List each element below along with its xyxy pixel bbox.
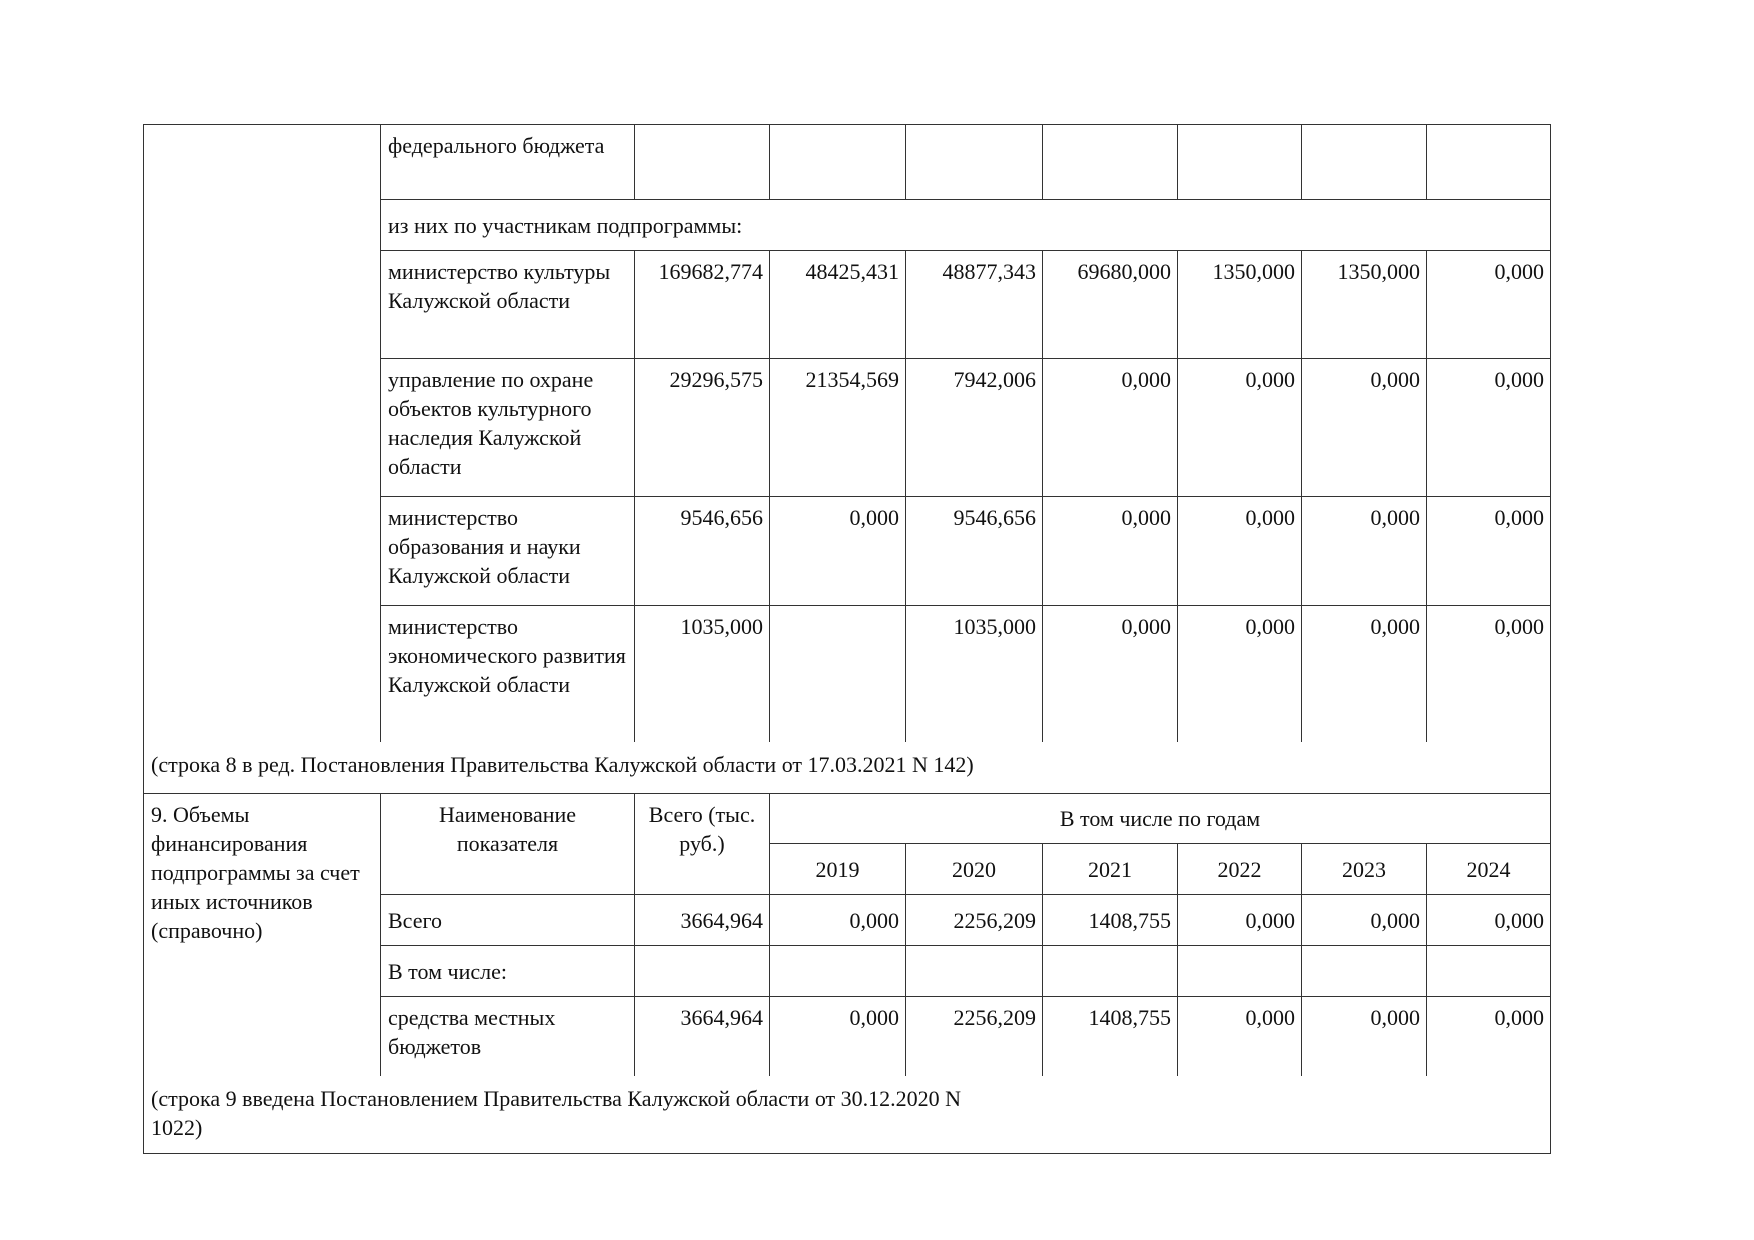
value-cell: 0,000 — [770, 895, 906, 946]
value-cell — [1302, 125, 1427, 200]
value-cell: 0,000 — [1427, 497, 1551, 606]
value-cell — [1302, 946, 1427, 997]
value-cell: 0,000 — [1427, 606, 1551, 742]
value-cell — [906, 946, 1043, 997]
year-header: 2024 — [1427, 844, 1551, 895]
note-text: (строка 9 введена Постановлением Правительства Калужской области от 30.12.2020 N 1022) — [151, 1085, 962, 1140]
section9-title: 9. Объемы финансирования подпрограммы за счет иных источников (справочно) — [144, 794, 381, 1076]
row-label: министерство культуры Калужской области — [381, 251, 635, 359]
value-cell: 69680,000 — [1043, 251, 1178, 359]
row-label: управление по охране объектов культурного наследия Калужской области — [381, 359, 635, 497]
value-cell: 2256,209 — [906, 997, 1043, 1076]
value-cell — [1043, 946, 1178, 997]
value-cell: 0,000 — [1427, 997, 1551, 1076]
value-cell — [770, 946, 906, 997]
year-header: 2022 — [1178, 844, 1302, 895]
value-cell: 1350,000 — [1178, 251, 1302, 359]
value-cell — [770, 125, 906, 200]
value-cell: 0,000 — [1178, 359, 1302, 497]
value-cell: 0,000 — [1043, 497, 1178, 606]
row-label: средства местных бюджетов — [381, 997, 635, 1076]
year-header: 2021 — [1043, 844, 1178, 895]
row-label: министерство экономического развития Калужской области — [381, 606, 635, 742]
value-cell: 48877,343 — [906, 251, 1043, 359]
value-cell: 0,000 — [1043, 606, 1178, 742]
row-label: Всего — [381, 895, 635, 946]
value-cell: 1350,000 — [1302, 251, 1427, 359]
value-cell: 1408,755 — [1043, 997, 1178, 1076]
row-label: министерство образования и науки Калужской области — [381, 497, 635, 606]
header-row — [144, 794, 1551, 844]
value-cell: 2256,209 — [906, 895, 1043, 946]
value-cell — [1427, 946, 1551, 997]
value-cell: 0,000 — [1427, 895, 1551, 946]
value-cell: 0,000 — [1427, 251, 1551, 359]
total-header: Всего (тыс. руб.) — [635, 794, 770, 895]
value-cell: 1035,000 — [635, 606, 770, 742]
amendment-note: (строка 8 в ред. Постановления Правительства Калужской области от 17.03.2021 N 142) — [144, 742, 1551, 794]
participants-caption: из них по участникам подпрограммы: — [381, 200, 1551, 251]
value-cell — [1043, 125, 1178, 200]
value-cell: 169682,774 — [635, 251, 770, 359]
value-cell: 3664,964 — [635, 895, 770, 946]
value-cell: 0,000 — [1302, 359, 1427, 497]
value-cell — [770, 606, 906, 742]
indicator-header: Наименование показателя — [381, 794, 635, 895]
financing-table — [143, 124, 1551, 1154]
value-cell: 0,000 — [1302, 497, 1427, 606]
value-cell: 0,000 — [1302, 606, 1427, 742]
year-header: 2020 — [906, 844, 1043, 895]
value-cell: 0,000 — [1427, 359, 1551, 497]
note-row — [144, 1076, 1551, 1154]
by-years-header: В том числе по годам — [770, 794, 1551, 844]
value-cell: 0,000 — [1178, 997, 1302, 1076]
value-cell: 3664,964 — [635, 997, 770, 1076]
value-cell: 0,000 — [770, 997, 906, 1076]
introduction-note — [144, 1076, 1551, 1154]
year-header: 2019 — [770, 844, 906, 895]
value-cell: 29296,575 — [635, 359, 770, 497]
value-cell: 1035,000 — [906, 606, 1043, 742]
value-cell: 9546,656 — [635, 497, 770, 606]
value-cell: 0,000 — [1043, 359, 1178, 497]
section8-title-cell — [144, 125, 381, 742]
value-cell: 0,000 — [1178, 895, 1302, 946]
row-label: В том числе: — [381, 946, 635, 997]
value-cell — [635, 946, 770, 997]
value-cell — [1178, 946, 1302, 997]
value-cell: 7942,006 — [906, 359, 1043, 497]
row-label: федерального бюджета — [381, 125, 635, 200]
value-cell: 9546,656 — [906, 497, 1043, 606]
value-cell — [906, 125, 1043, 200]
value-cell: 0,000 — [1178, 497, 1302, 606]
value-cell: 1408,755 — [1043, 895, 1178, 946]
federal-budget-row — [144, 125, 1551, 200]
value-cell: 0,000 — [1178, 606, 1302, 742]
value-cell — [1178, 125, 1302, 200]
value-cell: 48425,431 — [770, 251, 906, 359]
value-cell: 0,000 — [1302, 997, 1427, 1076]
value-cell: 0,000 — [1302, 895, 1427, 946]
note-row — [144, 742, 1551, 794]
value-cell — [1427, 125, 1551, 200]
value-cell: 21354,569 — [770, 359, 906, 497]
year-header: 2023 — [1302, 844, 1427, 895]
value-cell — [635, 125, 770, 200]
value-cell: 0,000 — [770, 497, 906, 606]
